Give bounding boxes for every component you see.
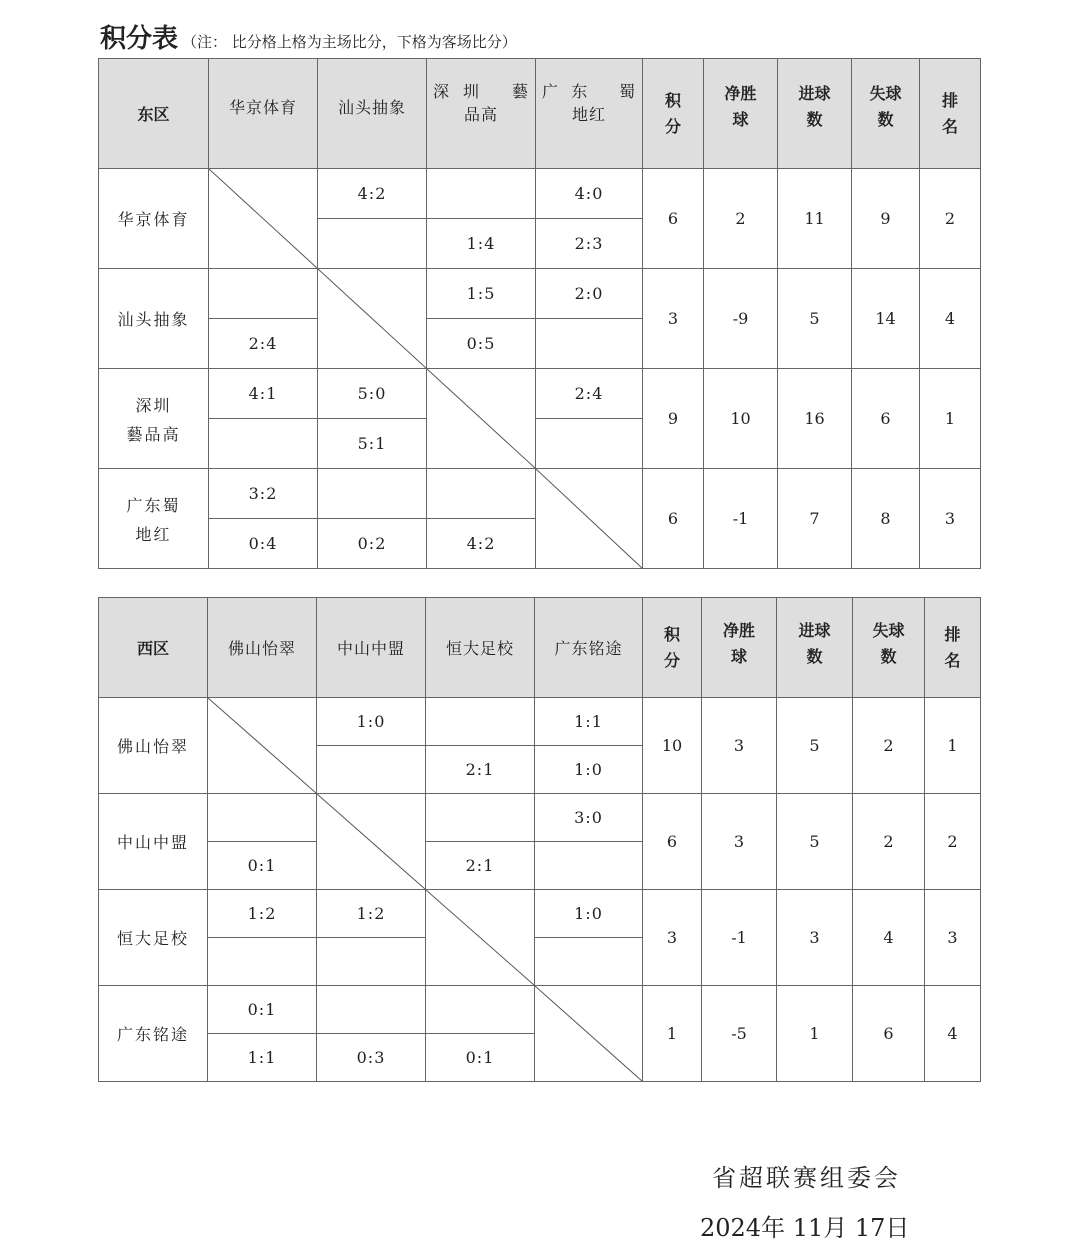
- rank-cell: 4: [925, 986, 981, 1082]
- self-match-cell: [427, 369, 536, 469]
- title-text: 积分表: [100, 24, 179, 54]
- column-header-team: 恒大足校: [426, 598, 535, 698]
- away-score-cell: 2:1: [426, 746, 535, 794]
- away-score-cell: 0:1: [426, 1034, 535, 1082]
- goal-diff-cell: 3: [702, 698, 777, 794]
- rank-cell: 3: [920, 469, 981, 569]
- home-score-cell: 4:0: [536, 169, 643, 219]
- west-header-row: [99, 598, 981, 698]
- row-team-name: 汕头抽象: [99, 269, 209, 369]
- stat-header-goals-for: 进球 数: [777, 598, 853, 698]
- rank-cell: 2: [925, 794, 981, 890]
- away-score-cell: 0:5: [427, 319, 536, 369]
- away-score-cell: [318, 219, 427, 269]
- diagonal-line: [536, 469, 642, 568]
- points-cell: 6: [643, 469, 704, 569]
- self-match-cell: [426, 890, 535, 986]
- home-score-cell: 5:0: [318, 369, 427, 419]
- goal-diff-cell: -1: [704, 469, 778, 569]
- points-cell: 3: [643, 890, 702, 986]
- away-score-cell: 2:3: [536, 219, 643, 269]
- goal-diff-cell: -9: [704, 269, 778, 369]
- home-score-cell: [318, 469, 427, 519]
- document-date: 2024年 11月 17日: [700, 1214, 910, 1242]
- column-header-team: 佛山怡翠: [208, 598, 317, 698]
- away-score-cell: [536, 419, 643, 469]
- diagonal-line: [317, 794, 425, 889]
- stat-header-rank: 排 名: [920, 59, 981, 169]
- home-score-cell: 2:0: [536, 269, 643, 319]
- home-score-cell: [427, 469, 536, 519]
- goal-diff-cell: 10: [704, 369, 778, 469]
- goals-against-cell: 6: [853, 986, 925, 1082]
- diagonal-line: [427, 369, 535, 468]
- self-match-cell: [208, 698, 317, 794]
- column-header-team: 广东铭途: [535, 598, 643, 698]
- title-note: （注： 比分格上格为主场比分，下格为客场比分）: [182, 33, 517, 51]
- away-score-cell: [317, 746, 426, 794]
- home-score-cell: 1:1: [535, 698, 643, 746]
- points-cell: 6: [643, 794, 702, 890]
- team-row: [99, 369, 981, 419]
- away-score-cell: [535, 842, 643, 890]
- home-score-cell: [426, 986, 535, 1034]
- team-row: [99, 890, 981, 938]
- home-score-cell: [426, 794, 535, 842]
- row-team-name: 广东铭途: [99, 986, 208, 1082]
- goals-for-cell: 11: [778, 169, 852, 269]
- home-score-cell: [317, 986, 426, 1034]
- goals-against-cell: 14: [852, 269, 920, 369]
- diagonal-line: [426, 890, 534, 985]
- away-score-cell: [535, 938, 643, 986]
- away-score-cell: 2:1: [426, 842, 535, 890]
- self-match-cell: [535, 986, 643, 1082]
- self-match-cell: [318, 269, 427, 369]
- away-score-cell: 1:4: [427, 219, 536, 269]
- column-header-team: 华京体育: [209, 59, 318, 169]
- stat-header-goals-against: 失球 数: [853, 598, 925, 698]
- rank-cell: 4: [920, 269, 981, 369]
- team-row: [99, 698, 981, 746]
- home-score-cell: [427, 169, 536, 219]
- away-score-cell: [208, 938, 317, 986]
- goals-for-cell: 5: [777, 698, 853, 794]
- stat-header-rank: 排 名: [925, 598, 981, 698]
- goals-for-cell: 7: [778, 469, 852, 569]
- home-score-cell: [209, 269, 318, 319]
- goals-against-cell: 6: [852, 369, 920, 469]
- home-score-cell: 1:2: [317, 890, 426, 938]
- team-row: [99, 269, 981, 319]
- away-score-cell: 5:1: [318, 419, 427, 469]
- home-score-cell: [208, 794, 317, 842]
- team-row: [99, 794, 981, 842]
- diagonal-line: [318, 269, 426, 368]
- away-score-cell: [536, 319, 643, 369]
- goals-against-cell: 2: [853, 794, 925, 890]
- stat-header-goal-diff: 净胜 球: [702, 598, 777, 698]
- self-match-cell: [536, 469, 643, 569]
- zone-label: 东区: [99, 59, 209, 169]
- rank-cell: 1: [920, 369, 981, 469]
- away-score-cell: 0:1: [208, 842, 317, 890]
- home-score-cell: 2:4: [536, 369, 643, 419]
- away-score-cell: 0:2: [318, 519, 427, 569]
- points-cell: 6: [643, 169, 704, 269]
- home-score-cell: 0:1: [208, 986, 317, 1034]
- home-score-cell: 1:5: [427, 269, 536, 319]
- east-standings-table: [98, 58, 981, 569]
- goals-for-cell: 1: [777, 986, 853, 1082]
- goals-against-cell: 8: [852, 469, 920, 569]
- page-title: [100, 18, 517, 55]
- column-header-team: 中山中盟: [317, 598, 426, 698]
- points-cell: 10: [643, 698, 702, 794]
- goals-for-cell: 16: [778, 369, 852, 469]
- stat-header-points: 积 分: [643, 598, 702, 698]
- points-cell: 1: [643, 986, 702, 1082]
- away-score-cell: [317, 938, 426, 986]
- home-score-cell: 3:0: [535, 794, 643, 842]
- column-header-team: 深圳 藝 品高: [427, 59, 536, 169]
- away-score-cell: 4:2: [427, 519, 536, 569]
- goals-against-cell: 4: [853, 890, 925, 986]
- goals-against-cell: 2: [853, 698, 925, 794]
- diagonal-line: [209, 169, 317, 268]
- away-score-cell: 0:4: [209, 519, 318, 569]
- home-score-cell: 1:2: [208, 890, 317, 938]
- stat-header-points: 积 分: [643, 59, 704, 169]
- rank-cell: 2: [920, 169, 981, 269]
- goal-diff-cell: 2: [704, 169, 778, 269]
- goals-against-cell: 9: [852, 169, 920, 269]
- column-header-team: 汕头抽象: [318, 59, 427, 169]
- team-row: [99, 169, 981, 219]
- home-score-cell: 3:2: [209, 469, 318, 519]
- row-team-name: 华京体育: [99, 169, 209, 269]
- organizer-signature: 省超联赛组委会: [712, 1164, 901, 1192]
- rank-cell: 3: [925, 890, 981, 986]
- goal-diff-cell: -5: [702, 986, 777, 1082]
- diagonal-line: [535, 986, 642, 1081]
- home-score-cell: 1:0: [535, 890, 643, 938]
- stat-header-goals-for: 进球 数: [778, 59, 852, 169]
- goals-for-cell: 5: [777, 794, 853, 890]
- points-cell: 9: [643, 369, 704, 469]
- diagonal-line: [208, 698, 316, 793]
- row-team-name: 恒大足校: [99, 890, 208, 986]
- east-header-row: [99, 59, 981, 169]
- away-score-cell: 1:1: [208, 1034, 317, 1082]
- row-team-name: 广东蜀 地红: [99, 469, 209, 569]
- goal-diff-cell: -1: [702, 890, 777, 986]
- stat-header-goal-diff: 净胜 球: [704, 59, 778, 169]
- self-match-cell: [209, 169, 318, 269]
- row-team-name: 深圳 藝品高: [99, 369, 209, 469]
- row-team-name: 中山中盟: [99, 794, 208, 890]
- away-score-cell: [209, 419, 318, 469]
- away-score-cell: 1:0: [535, 746, 643, 794]
- home-score-cell: 1:0: [317, 698, 426, 746]
- home-score-cell: 4:1: [209, 369, 318, 419]
- west-standings-table: [98, 597, 981, 1082]
- home-score-cell: 4:2: [318, 169, 427, 219]
- points-cell: 3: [643, 269, 704, 369]
- goals-for-cell: 3: [777, 890, 853, 986]
- home-score-cell: [426, 698, 535, 746]
- zone-label: 西区: [99, 598, 208, 698]
- column-header-team: 广东 蜀 地红: [536, 59, 643, 169]
- rank-cell: 1: [925, 698, 981, 794]
- goals-for-cell: 5: [778, 269, 852, 369]
- away-score-cell: 0:3: [317, 1034, 426, 1082]
- row-team-name: 佛山怡翠: [99, 698, 208, 794]
- away-score-cell: 2:4: [209, 319, 318, 369]
- team-row: [99, 986, 981, 1034]
- stat-header-goals-against: 失球 数: [852, 59, 920, 169]
- team-row: [99, 469, 981, 519]
- self-match-cell: [317, 794, 426, 890]
- goal-diff-cell: 3: [702, 794, 777, 890]
